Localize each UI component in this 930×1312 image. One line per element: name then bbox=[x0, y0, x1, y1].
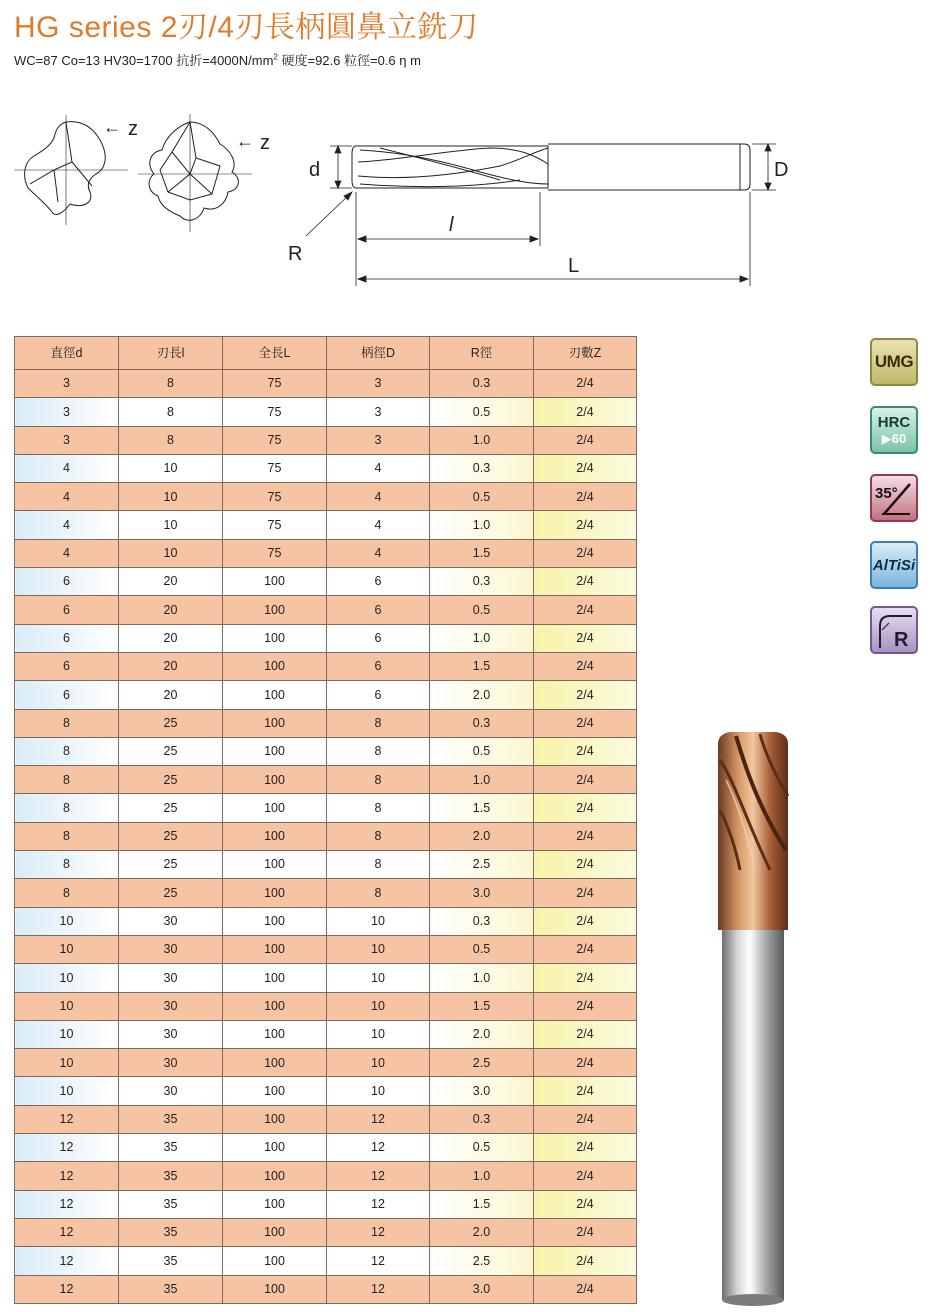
cell-shank-diameter: 12 bbox=[327, 1275, 430, 1303]
header-overall-length: 全長L bbox=[223, 337, 327, 370]
table-row bbox=[15, 624, 637, 652]
cell-corner-radius: 2.0 bbox=[430, 822, 534, 850]
table-row bbox=[15, 1049, 637, 1077]
cell-flute-length: 35 bbox=[119, 1162, 223, 1190]
table-row bbox=[15, 652, 637, 680]
cell-flute-length: 25 bbox=[119, 766, 223, 794]
cell-flute-count: 2/4 bbox=[534, 483, 637, 511]
table-row bbox=[15, 907, 637, 935]
cell-overall-length: 100 bbox=[223, 794, 327, 822]
cell-corner-radius: 1.5 bbox=[430, 794, 534, 822]
cell-shank-diameter: 12 bbox=[327, 1134, 430, 1162]
cell-overall-length: 100 bbox=[223, 907, 327, 935]
cell-corner-radius: 1.0 bbox=[430, 1162, 534, 1190]
cell-corner-radius: 0.5 bbox=[430, 737, 534, 765]
specs-rest: 硬度=92.6 粒徑=0.6 η m bbox=[277, 53, 421, 68]
dim-label-L: L bbox=[568, 255, 580, 277]
table-row bbox=[15, 398, 637, 426]
cell-overall-length: 100 bbox=[223, 1020, 327, 1048]
cell-flute-count: 2/4 bbox=[534, 709, 637, 737]
cell-shank-diameter: 10 bbox=[327, 992, 430, 1020]
cell-flute-length: 30 bbox=[119, 935, 223, 963]
cell-corner-radius: 0.3 bbox=[430, 370, 534, 398]
cross-section-4-flute bbox=[138, 114, 252, 232]
table-row bbox=[15, 851, 637, 879]
table-row bbox=[15, 1190, 637, 1218]
table-row bbox=[15, 766, 637, 794]
cell-shank-diameter: 6 bbox=[327, 624, 430, 652]
header-diameter: 直徑d bbox=[15, 337, 119, 370]
table-row bbox=[15, 737, 637, 765]
cell-diameter: 6 bbox=[15, 596, 119, 624]
cell-diameter: 10 bbox=[15, 1020, 119, 1048]
cell-corner-radius: 1.0 bbox=[430, 964, 534, 992]
hrc-value: ▶60 bbox=[881, 431, 907, 446]
cell-flute-length: 30 bbox=[119, 964, 223, 992]
material-specs bbox=[14, 50, 421, 69]
cell-shank-diameter: 3 bbox=[327, 398, 430, 426]
cell-overall-length: 100 bbox=[223, 992, 327, 1020]
cell-flute-count: 2/4 bbox=[534, 511, 637, 539]
cell-overall-length: 75 bbox=[223, 483, 327, 511]
cell-corner-radius: 0.3 bbox=[430, 709, 534, 737]
cell-shank-diameter: 12 bbox=[327, 1247, 430, 1275]
cell-overall-length: 75 bbox=[223, 398, 327, 426]
cell-overall-length: 100 bbox=[223, 1218, 327, 1246]
cell-flute-length: 30 bbox=[119, 907, 223, 935]
cell-diameter: 10 bbox=[15, 935, 119, 963]
table-row bbox=[15, 1218, 637, 1246]
cell-diameter: 8 bbox=[15, 851, 119, 879]
cell-shank-diameter: 8 bbox=[327, 737, 430, 765]
cell-flute-length: 20 bbox=[119, 568, 223, 596]
cell-flute-count: 2/4 bbox=[534, 766, 637, 794]
cell-shank-diameter: 10 bbox=[327, 1049, 430, 1077]
cell-diameter: 12 bbox=[15, 1134, 119, 1162]
cell-overall-length: 100 bbox=[223, 766, 327, 794]
cell-corner-radius: 0.3 bbox=[430, 907, 534, 935]
cell-corner-radius: 1.5 bbox=[430, 652, 534, 680]
cell-shank-diameter: 10 bbox=[327, 1020, 430, 1048]
z-arrow-1: ← bbox=[103, 117, 121, 137]
table-row bbox=[15, 1275, 637, 1303]
cell-shank-diameter: 10 bbox=[327, 964, 430, 992]
cell-flute-count: 2/4 bbox=[534, 737, 637, 765]
specification-table bbox=[14, 336, 637, 1304]
cell-corner-radius: 1.5 bbox=[430, 992, 534, 1020]
cell-diameter: 12 bbox=[15, 1247, 119, 1275]
cell-shank-diameter: 8 bbox=[327, 822, 430, 850]
cell-diameter: 6 bbox=[15, 652, 119, 680]
table-header-row bbox=[15, 337, 637, 370]
cell-flute-length: 20 bbox=[119, 681, 223, 709]
cell-flute-length: 25 bbox=[119, 737, 223, 765]
cell-corner-radius: 0.5 bbox=[430, 596, 534, 624]
cell-flute-count: 2/4 bbox=[534, 1134, 637, 1162]
cell-flute-length: 35 bbox=[119, 1218, 223, 1246]
cell-flute-length: 35 bbox=[119, 1275, 223, 1303]
corner-radius-icon bbox=[872, 608, 916, 652]
cell-flute-length: 30 bbox=[119, 1077, 223, 1105]
cell-diameter: 3 bbox=[15, 398, 119, 426]
cell-overall-length: 100 bbox=[223, 1049, 327, 1077]
cell-overall-length: 75 bbox=[223, 426, 327, 454]
cell-flute-count: 2/4 bbox=[534, 935, 637, 963]
cell-flute-length: 30 bbox=[119, 1049, 223, 1077]
table-row bbox=[15, 822, 637, 850]
cell-flute-count: 2/4 bbox=[534, 879, 637, 907]
cell-corner-radius: 0.3 bbox=[430, 1105, 534, 1133]
helix-angle-badge bbox=[870, 474, 918, 522]
cell-overall-length: 100 bbox=[223, 935, 327, 963]
cell-corner-radius: 1.0 bbox=[430, 766, 534, 794]
cell-flute-count: 2/4 bbox=[534, 851, 637, 879]
cell-diameter: 12 bbox=[15, 1275, 119, 1303]
cell-flute-count: 2/4 bbox=[534, 1190, 637, 1218]
dimension-lines bbox=[306, 144, 776, 286]
cell-corner-radius: 2.5 bbox=[430, 1247, 534, 1275]
cell-corner-radius: 2.0 bbox=[430, 1020, 534, 1048]
table-row bbox=[15, 454, 637, 482]
cell-diameter: 6 bbox=[15, 624, 119, 652]
cell-shank-diameter: 8 bbox=[327, 851, 430, 879]
table-row bbox=[15, 596, 637, 624]
cell-overall-length: 100 bbox=[223, 822, 327, 850]
helix-angle-label: 35° bbox=[875, 485, 898, 502]
cell-shank-diameter: 3 bbox=[327, 426, 430, 454]
cell-diameter: 10 bbox=[15, 964, 119, 992]
header-flute-length: 刃長l bbox=[119, 337, 223, 370]
table-row bbox=[15, 879, 637, 907]
cell-overall-length: 100 bbox=[223, 851, 327, 879]
hrc-badge bbox=[870, 406, 918, 454]
cell-overall-length: 100 bbox=[223, 1134, 327, 1162]
cell-diameter: 3 bbox=[15, 370, 119, 398]
cell-flute-length: 35 bbox=[119, 1247, 223, 1275]
cell-flute-length: 25 bbox=[119, 879, 223, 907]
header-shank-diameter: 柄徑D bbox=[327, 337, 430, 370]
cell-overall-length: 100 bbox=[223, 964, 327, 992]
cell-flute-count: 2/4 bbox=[534, 964, 637, 992]
cell-shank-diameter: 12 bbox=[327, 1162, 430, 1190]
cell-flute-length: 25 bbox=[119, 822, 223, 850]
table-row bbox=[15, 681, 637, 709]
cell-diameter: 12 bbox=[15, 1162, 119, 1190]
table-row bbox=[15, 1134, 637, 1162]
cell-shank-diameter: 8 bbox=[327, 879, 430, 907]
cell-flute-count: 2/4 bbox=[534, 1162, 637, 1190]
table-row bbox=[15, 964, 637, 992]
cell-overall-length: 75 bbox=[223, 539, 327, 567]
cell-shank-diameter: 6 bbox=[327, 652, 430, 680]
cell-shank-diameter: 10 bbox=[327, 935, 430, 963]
cell-diameter: 8 bbox=[15, 737, 119, 765]
cell-shank-diameter: 12 bbox=[327, 1190, 430, 1218]
table-row bbox=[15, 1247, 637, 1275]
table-row bbox=[15, 370, 637, 398]
cell-diameter: 4 bbox=[15, 454, 119, 482]
cell-flute-count: 2/4 bbox=[534, 1218, 637, 1246]
cell-flute-length: 35 bbox=[119, 1105, 223, 1133]
z-arrow-2: ← bbox=[236, 131, 254, 151]
table-row bbox=[15, 1020, 637, 1048]
cell-shank-diameter: 12 bbox=[327, 1218, 430, 1246]
table-row bbox=[15, 935, 637, 963]
cell-flute-length: 25 bbox=[119, 709, 223, 737]
technical-diagram bbox=[0, 100, 800, 300]
cell-diameter: 4 bbox=[15, 511, 119, 539]
cell-flute-count: 2/4 bbox=[534, 539, 637, 567]
cell-flute-count: 2/4 bbox=[534, 1020, 637, 1048]
cell-flute-length: 8 bbox=[119, 398, 223, 426]
cell-shank-diameter: 6 bbox=[327, 596, 430, 624]
cell-flute-length: 35 bbox=[119, 1190, 223, 1218]
cell-diameter: 12 bbox=[15, 1218, 119, 1246]
cell-shank-diameter: 12 bbox=[327, 1105, 430, 1133]
cell-overall-length: 75 bbox=[223, 370, 327, 398]
cell-flute-length: 30 bbox=[119, 1020, 223, 1048]
cell-shank-diameter: 6 bbox=[327, 568, 430, 596]
cell-overall-length: 100 bbox=[223, 596, 327, 624]
cell-corner-radius: 3.0 bbox=[430, 1077, 534, 1105]
cell-diameter: 4 bbox=[15, 539, 119, 567]
cell-overall-length: 75 bbox=[223, 454, 327, 482]
table-row bbox=[15, 568, 637, 596]
cell-diameter: 10 bbox=[15, 1077, 119, 1105]
cell-flute-count: 2/4 bbox=[534, 907, 637, 935]
cell-flute-count: 2/4 bbox=[534, 681, 637, 709]
cell-diameter: 4 bbox=[15, 483, 119, 511]
cell-corner-radius: 2.0 bbox=[430, 1218, 534, 1246]
cell-corner-radius: 0.5 bbox=[430, 483, 534, 511]
cell-shank-diameter: 3 bbox=[327, 370, 430, 398]
table-row bbox=[15, 1162, 637, 1190]
cell-diameter: 3 bbox=[15, 426, 119, 454]
cell-flute-length: 10 bbox=[119, 454, 223, 482]
cell-shank-diameter: 8 bbox=[327, 709, 430, 737]
cell-shank-diameter: 4 bbox=[327, 511, 430, 539]
cell-diameter: 10 bbox=[15, 992, 119, 1020]
cell-flute-length: 20 bbox=[119, 596, 223, 624]
specs-superscript: 2 bbox=[273, 52, 278, 62]
umg-badge bbox=[870, 338, 918, 386]
page-title: HG series 2刃/4刃長柄圓鼻立銑刀 bbox=[14, 11, 479, 44]
cell-flute-length: 35 bbox=[119, 1134, 223, 1162]
z-label-2: z bbox=[260, 132, 270, 154]
cell-overall-length: 100 bbox=[223, 1247, 327, 1275]
end-mill-side-view bbox=[352, 144, 750, 190]
cell-corner-radius: 1.0 bbox=[430, 511, 534, 539]
cell-flute-count: 2/4 bbox=[534, 426, 637, 454]
header-flute-count: 刃數Z bbox=[534, 337, 637, 370]
cell-diameter: 8 bbox=[15, 794, 119, 822]
dim-label-d: d bbox=[309, 159, 321, 181]
cell-overall-length: 100 bbox=[223, 624, 327, 652]
cell-flute-length: 10 bbox=[119, 483, 223, 511]
cell-flute-count: 2/4 bbox=[534, 1049, 637, 1077]
corner-radius-badge bbox=[870, 606, 918, 654]
cell-overall-length: 100 bbox=[223, 568, 327, 596]
cell-flute-count: 2/4 bbox=[534, 1077, 637, 1105]
cell-corner-radius: 3.0 bbox=[430, 1275, 534, 1303]
cell-flute-count: 2/4 bbox=[534, 568, 637, 596]
cell-flute-count: 2/4 bbox=[534, 1105, 637, 1133]
cell-flute-count: 2/4 bbox=[534, 652, 637, 680]
cell-flute-length: 30 bbox=[119, 992, 223, 1020]
cell-flute-count: 2/4 bbox=[534, 398, 637, 426]
umg-label: UMG bbox=[874, 352, 914, 371]
z-label-1: z bbox=[128, 118, 138, 140]
table-row bbox=[15, 992, 637, 1020]
dim-label-R: R bbox=[288, 243, 303, 265]
cell-corner-radius: 2.5 bbox=[430, 1049, 534, 1077]
cell-diameter: 12 bbox=[15, 1105, 119, 1133]
cell-corner-radius: 2.5 bbox=[430, 851, 534, 879]
cell-flute-length: 8 bbox=[119, 370, 223, 398]
cell-flute-count: 2/4 bbox=[534, 1275, 637, 1303]
cell-flute-count: 2/4 bbox=[534, 822, 637, 850]
cell-diameter: 10 bbox=[15, 907, 119, 935]
corner-radius-label: R bbox=[894, 629, 909, 651]
hrc-label: HRC bbox=[877, 414, 911, 431]
coating-label: AlTiSi bbox=[872, 556, 916, 574]
cell-corner-radius: 1.5 bbox=[430, 539, 534, 567]
cell-flute-length: 25 bbox=[119, 851, 223, 879]
table-row bbox=[15, 1105, 637, 1133]
cell-diameter: 12 bbox=[15, 1190, 119, 1218]
cell-flute-length: 8 bbox=[119, 426, 223, 454]
cell-flute-length: 10 bbox=[119, 511, 223, 539]
table-row bbox=[15, 426, 637, 454]
cell-flute-count: 2/4 bbox=[534, 794, 637, 822]
cell-corner-radius: 0.3 bbox=[430, 454, 534, 482]
cell-shank-diameter: 4 bbox=[327, 483, 430, 511]
cell-flute-length: 20 bbox=[119, 652, 223, 680]
cell-shank-diameter: 8 bbox=[327, 766, 430, 794]
cell-flute-length: 10 bbox=[119, 539, 223, 567]
cell-diameter: 8 bbox=[15, 822, 119, 850]
cell-shank-diameter: 6 bbox=[327, 681, 430, 709]
cell-corner-radius: 3.0 bbox=[430, 879, 534, 907]
cell-overall-length: 100 bbox=[223, 652, 327, 680]
end-mill-photo bbox=[700, 720, 810, 1310]
cell-flute-count: 2/4 bbox=[534, 596, 637, 624]
cell-overall-length: 100 bbox=[223, 1077, 327, 1105]
cell-flute-length: 25 bbox=[119, 794, 223, 822]
cell-shank-diameter: 4 bbox=[327, 454, 430, 482]
cell-flute-count: 2/4 bbox=[534, 992, 637, 1020]
cell-diameter: 6 bbox=[15, 681, 119, 709]
dim-label-l: l bbox=[449, 214, 454, 236]
table-row bbox=[15, 1077, 637, 1105]
cell-overall-length: 100 bbox=[223, 1275, 327, 1303]
cell-diameter: 10 bbox=[15, 1049, 119, 1077]
cell-corner-radius: 0.5 bbox=[430, 398, 534, 426]
table-row bbox=[15, 709, 637, 737]
cell-shank-diameter: 10 bbox=[327, 907, 430, 935]
specs-text: WC=87 Co=13 HV30=1700 抗折=4000N/mm bbox=[14, 53, 274, 68]
cell-corner-radius: 1.0 bbox=[430, 426, 534, 454]
cell-flute-count: 2/4 bbox=[534, 370, 637, 398]
cell-shank-diameter: 4 bbox=[327, 539, 430, 567]
table-row bbox=[15, 483, 637, 511]
cell-overall-length: 100 bbox=[223, 1105, 327, 1133]
cell-overall-length: 100 bbox=[223, 879, 327, 907]
helix-angle-icon bbox=[872, 476, 916, 520]
cell-shank-diameter: 8 bbox=[327, 794, 430, 822]
cell-flute-length: 20 bbox=[119, 624, 223, 652]
cell-diameter: 8 bbox=[15, 879, 119, 907]
header-corner-radius: R徑 bbox=[430, 337, 534, 370]
table-row bbox=[15, 539, 637, 567]
cell-flute-count: 2/4 bbox=[534, 1247, 637, 1275]
cell-corner-radius: 1.0 bbox=[430, 624, 534, 652]
cell-flute-count: 2/4 bbox=[534, 624, 637, 652]
table-row bbox=[15, 794, 637, 822]
cell-flute-count: 2/4 bbox=[534, 454, 637, 482]
table-row bbox=[15, 511, 637, 539]
cell-corner-radius: 0.3 bbox=[430, 568, 534, 596]
cell-corner-radius: 0.5 bbox=[430, 935, 534, 963]
cell-diameter: 8 bbox=[15, 709, 119, 737]
cell-overall-length: 100 bbox=[223, 681, 327, 709]
dim-label-D: D bbox=[774, 159, 789, 181]
cell-overall-length: 100 bbox=[223, 1162, 327, 1190]
cell-corner-radius: 0.5 bbox=[430, 1134, 534, 1162]
cell-shank-diameter: 10 bbox=[327, 1077, 430, 1105]
cell-overall-length: 100 bbox=[223, 737, 327, 765]
cell-corner-radius: 1.5 bbox=[430, 1190, 534, 1218]
cell-corner-radius: 2.0 bbox=[430, 681, 534, 709]
cell-overall-length: 75 bbox=[223, 511, 327, 539]
cell-diameter: 6 bbox=[15, 568, 119, 596]
coating-badge bbox=[870, 541, 918, 589]
cell-overall-length: 100 bbox=[223, 709, 327, 737]
cell-overall-length: 100 bbox=[223, 1190, 327, 1218]
cell-diameter: 8 bbox=[15, 766, 119, 794]
